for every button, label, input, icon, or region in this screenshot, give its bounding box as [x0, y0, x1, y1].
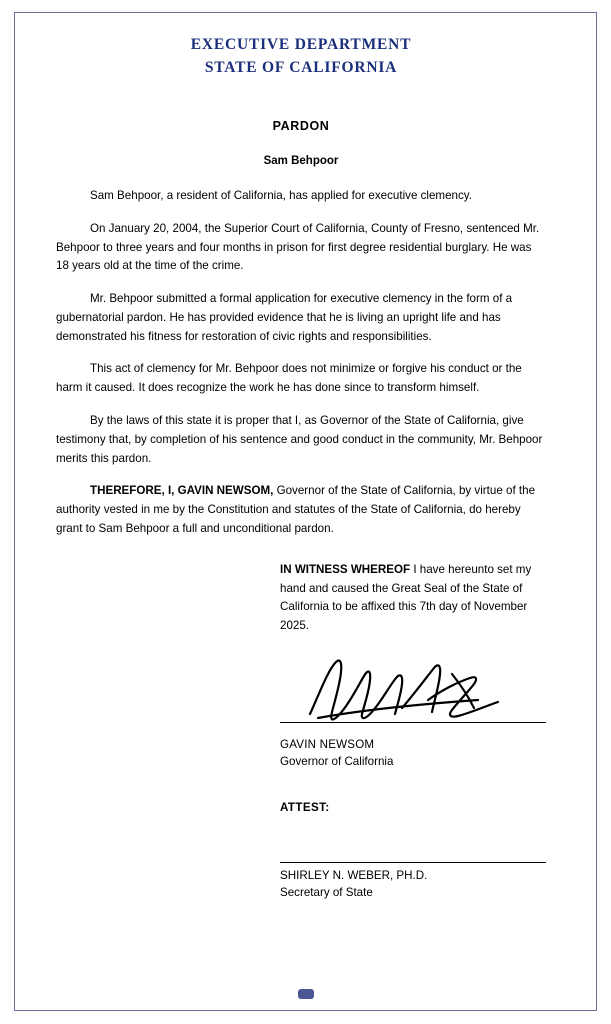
witness-block [280, 561, 546, 636]
signature-graphic [302, 656, 532, 728]
document-body [56, 187, 546, 539]
paragraph-2: On January 20, 2004, the Superior Court of California, County of Fresno, sentenced Mr. Behpoor to three years and four months in prison for first degree residential burglary. He was 18 years old at the time of the crime. [56, 221, 540, 273]
secretary-name: SHIRLEY N. WEBER, PH.D. [280, 868, 428, 882]
document-content [56, 30, 546, 901]
witness-lead: IN WITNESS WHEREOF [280, 562, 411, 576]
therefore-text: Governor of the State of California, by virtue of the authority vested in me by the Constitution and statutes of the State of California, do hereby grant to Sam Behpoor a full and unconditional pardon. [56, 484, 536, 535]
paragraph-4: This act of clemency for Mr. Behpoor does not minimize or forgive his conduct or the harm it caused. It does recognize the work he has done since to transform himself. [56, 362, 522, 395]
secretary-title: Secretary of State [280, 886, 373, 900]
title-block [56, 119, 546, 167]
document-header [56, 36, 546, 77]
page-title: PARDON [272, 119, 330, 133]
governor-signature-area [280, 660, 546, 730]
governor-signature-line [280, 722, 546, 723]
secretary-block [280, 867, 546, 902]
header-line-executive-department: EXECUTIVE DEPARTMENT [190, 36, 412, 53]
paragraph-1: Sam Behpoor, a resident of California, has applied for executive clemency. [90, 189, 472, 202]
governor-name: GAVIN NEWSOM [280, 737, 375, 751]
attest-label: ATTEST: [280, 800, 330, 814]
header-line-state-of-california: STATE OF CALIFORNIA [204, 59, 398, 76]
paragraph-3: Mr. Behpoor submitted a formal application for executive clemency in the form of a gubernatorial pardon. He has provided evidence that he is living an upright life and has demonstrated his fitness for restoration of civic rights and responsibilities. [56, 292, 513, 343]
governor-title: Governor of California [280, 755, 394, 769]
paragraph-5: By the laws of this state it is proper that I, as Governor of the State of California, give testimony that, by completion of his sentence and good conduct in the community, Mr. Behpoor merits this pardon. [56, 414, 543, 465]
seal-glyph [298, 989, 314, 999]
governor-block [280, 732, 546, 771]
state-seal-mark [298, 989, 314, 999]
paragraph-therefore [56, 482, 546, 538]
secretary-signature-line [280, 862, 546, 863]
therefore-lead: THEREFORE, I, GAVIN NEWSOM, [90, 484, 274, 498]
grantee-name: Sam Behpoor [263, 155, 339, 167]
witness-text: I have hereunto set my hand and caused the Great Seal of the State of California to be affixed this 7th day of November 2025. [280, 562, 532, 633]
